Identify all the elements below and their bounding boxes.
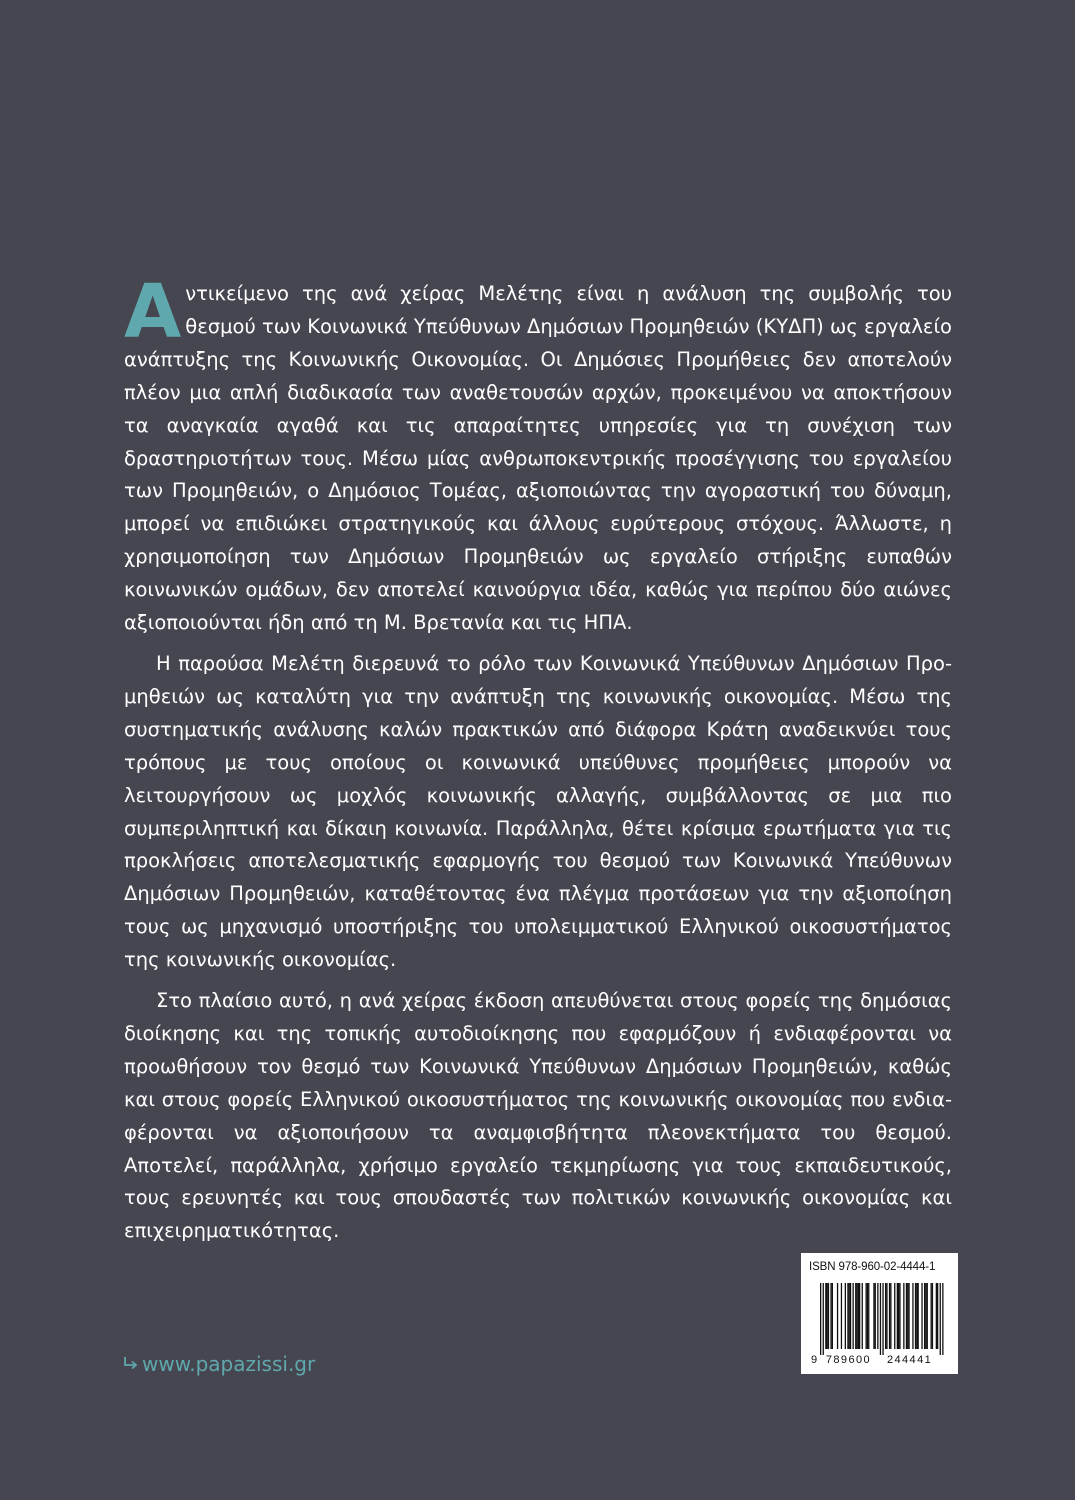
back-cover-text <box>124 269 952 1256</box>
barcode-bar <box>862 1283 863 1349</box>
barcode-bar <box>942 1283 943 1355</box>
barcode-bar <box>924 1283 925 1349</box>
paragraph-1 <box>124 269 952 640</box>
barcode-bar <box>827 1283 828 1349</box>
barcode-bar <box>832 1283 833 1349</box>
barcode-bar <box>894 1283 895 1349</box>
barcode-bar <box>866 1283 867 1349</box>
barcode-bar <box>889 1283 890 1349</box>
barcode-bar <box>849 1283 850 1349</box>
barcode-bar <box>932 1283 933 1349</box>
barcode-bar <box>918 1283 919 1349</box>
paragraph-2: Η παρούσα Μελέτη διερευνά το ρόλο των Κοινωνικά Υπεύθυνων Δημόσιων Προμηθειών ως καταλύτη για την ανάπτυξη της κοινωνικής οικονομίας. Μέσω της συστηματικής ανάλυσης καλών πρακτικών από διάφορα Κράτη αναδεικνύει τους τρόπους με τους οποίους οι κοινωνικά υπεύθυνες προμήθειες μπορούν να λειτουργήσουν ως μοχλός κοινωνικής αλλαγής, συμβάλλοντας σε μια πιο συμπεριληπτική και δίκαιη κοινωνία. Παράλληλα, θέτει κρίσιμα ερωτήματα για τις προκλήσεις αποτελεσματικής εφαρμογής του θεσμού των Κοινωνικά Υπεύθυνων Δημόσιων Προμηθειών, καταθέτοντας ένα πλέγμα προτάσεων για την αξιοποίηση τους ως μηχανισμό υποστήριξης του υπολειμματικού Ελληνικού οικοσυστήματος της κοινωνικής οικονομίας. <box>124 651 952 972</box>
barcode-bar <box>841 1283 842 1349</box>
barcode-bar <box>897 1283 898 1349</box>
barcode-bar <box>903 1283 904 1349</box>
barcode-bar <box>890 1283 891 1349</box>
website-url[interactable]: www.papazissi.gr <box>142 1352 316 1376</box>
barcode-digits: 244441 <box>887 1354 933 1366</box>
isbn-barcode-box <box>801 1253 958 1374</box>
barcode-bar <box>820 1283 821 1355</box>
barcode-bar <box>858 1283 859 1349</box>
barcode-bar <box>915 1283 916 1349</box>
barcode-bar <box>937 1283 938 1349</box>
dropcap-letter: Α <box>124 269 182 355</box>
return-arrow-icon <box>122 1355 140 1373</box>
barcode-bar <box>837 1283 838 1349</box>
barcode-bar <box>847 1283 848 1349</box>
barcode-bar <box>882 1283 883 1355</box>
barcode-bar <box>927 1283 928 1349</box>
barcode-digits: 9 <box>811 1354 819 1366</box>
barcode-bar <box>886 1283 887 1349</box>
barcode-bar <box>830 1283 831 1349</box>
barcode-bar <box>859 1283 860 1349</box>
barcode-bar <box>925 1283 926 1349</box>
barcode-bar <box>875 1283 876 1349</box>
barcode-bar <box>907 1283 908 1349</box>
paragraph-1-text: ντικείμενο της ανά χείρας Μελέτης είναι η ανάλυση της συμβολής του θεσμού των Κοινωνικά Υπεύθυνων Δημόσιων Προμηθειών (ΚΥΔΠ) ως εργαλείο ανάπτυξης της Κοινωνικής Οικονομίας. Οι Δημόσιες Προμήθειες δεν αποτελούν πλέον μια απλή διαδικασία των αναθετουσών αρχών, προκειμένου να αποκτήσουν τα αναγκαία αγαθά και τις απαραίτητες υπηρεσίες για τη συνέχιση των δραστηριοτήτων τους. Μέσω μίας ανθρωποκεντρικής προσέγγισης του εργαλείου των Προμηθειών, ο Δημόσιος Τομέας, αξιοποιώντας την αγοραστική του δύναμη, μπορεί να επιδιώκει στρατηγικούς και άλλους ευρύτερους στόχους. Άλλωστε, η χρησιμοποίηση των Δημόσιων Προμηθειών ως εργαλείο στήριξης ευπαθών κοινωνικών ομάδων, δεν αποτελεί καινούργια ιδέα, καθώς για περίπου δύο αιώνες αξιοποιούνται ήδη από τη Μ. Βρετανία και τις ΗΠΑ. <box>124 282 952 635</box>
barcode-bar <box>868 1283 869 1349</box>
barcode-bar <box>853 1283 854 1349</box>
barcode-bar <box>823 1283 824 1355</box>
barcode-bar <box>828 1283 829 1349</box>
barcode-bar <box>899 1283 900 1349</box>
barcode-bar <box>825 1283 826 1349</box>
barcode-bar <box>940 1283 941 1355</box>
barcode-bar <box>906 1283 907 1349</box>
barcode-digits: 789600 <box>825 1354 872 1366</box>
barcode-bar <box>931 1283 932 1349</box>
barcode <box>809 1283 950 1367</box>
isbn-label: ISBN 978-960-02-4444-1 <box>809 1261 936 1273</box>
barcode-bar <box>921 1283 922 1349</box>
publisher-website[interactable] <box>122 1351 315 1377</box>
barcode-bar <box>880 1283 881 1355</box>
barcode-bar <box>845 1283 846 1349</box>
barcode-bar <box>908 1283 909 1349</box>
paragraph-3: Στο πλαίσιο αυτό, η ανά χείρας έκδοση απευθύνεται στους φορείς της δημόσιας διοίκησης και της τοπικής αυτοδιοίκησης που εφαρμόζουν ή ενδιαφέρονται να προωθήσουν τον θεσμό των Κοινωνικά Υπεύθυνων Δημόσιων Προμηθειών, καθώς και στους φορείς Ελληνικού οικοσυστήματος της κοινωνικής οικονομίας που ενδιαφέρονται να αξιοποιήσουν τα αναμφισβήτητα πλεονεκτήματα του θεσμού. Αποτελεί, παράλληλα, χρήσιμο εργαλείο τεκμηρίωσης για τους εκπαιδευτικούς, τους ερευνητές και τους σπουδαστές των πολιτικών κοινωνικής οικονομίας και επιχειρηματικότητας. <box>124 989 952 1243</box>
barcode-bar <box>936 1283 937 1349</box>
barcode-bar <box>916 1283 917 1349</box>
barcode-bar <box>856 1283 857 1349</box>
barcode-bar <box>873 1283 874 1349</box>
barcode-bar <box>850 1283 851 1349</box>
barcode-bar <box>912 1283 913 1349</box>
barcode-bar <box>898 1283 899 1349</box>
barcode-bar <box>877 1283 878 1349</box>
barcode-bar <box>867 1283 868 1349</box>
barcode-bar <box>855 1283 856 1349</box>
barcode-bar <box>885 1283 886 1349</box>
